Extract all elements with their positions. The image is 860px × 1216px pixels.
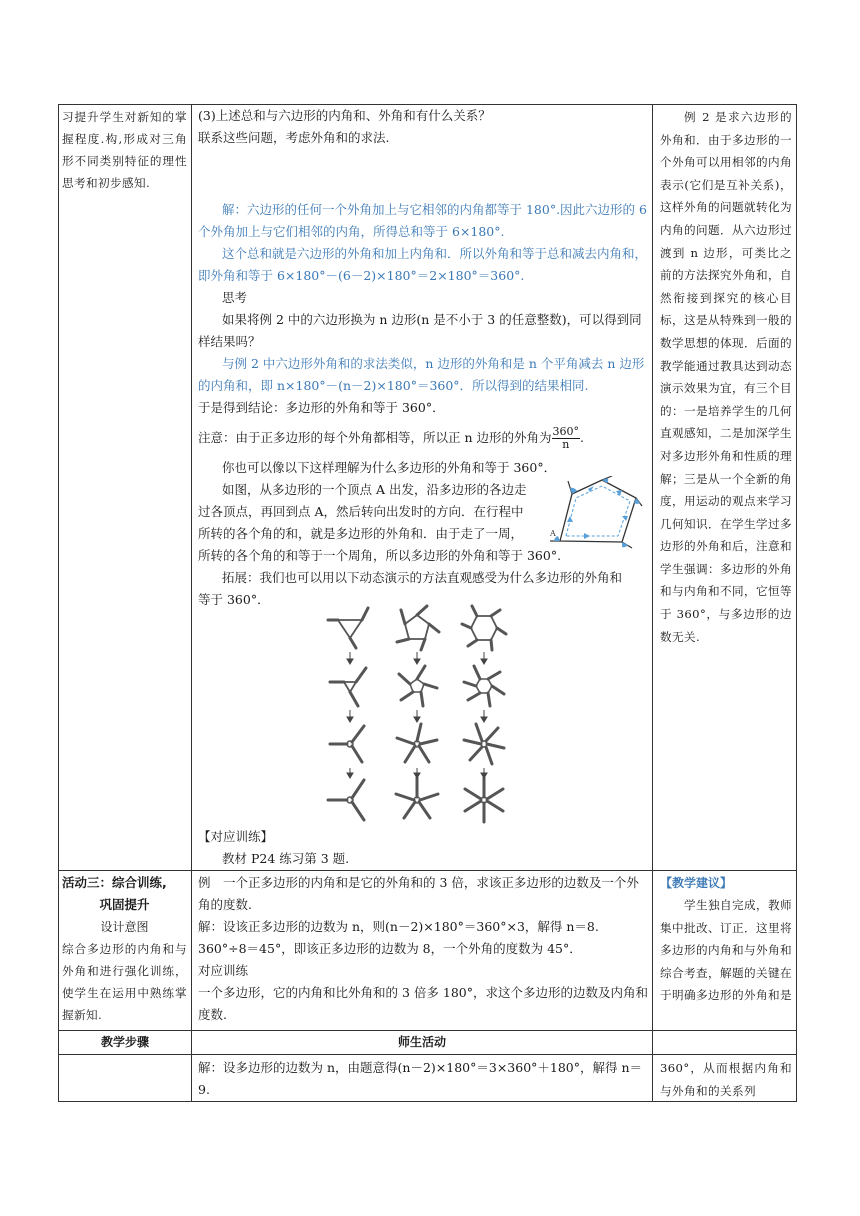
row2-teacher-student-activity [198,872,648,1026]
example-solution-1: 解：设该正多边形的边数为 n，则(n－2)×180°＝360°×3，解得 n＝8. [198,919,599,934]
hexagon-stage-2 [464,666,504,706]
row2-right-paragraph: 学生独自完成，教师集中批改、订正．这里将多边形的内角和与外角和综合考查，解题的关键在于明确多边形的外角和是 [660,898,792,1003]
hexagon-stage-4 [465,778,503,822]
row2-training-text: 一个多边形，它的内角和比外角和的 3 倍多 180°，求这个多边形的边数及内角和度数. [198,985,648,1022]
row3-solution: 解：设多边形的边数为 n，由题意得(n－2)×180°＝3×360°＋180°，解得 n＝9. [198,1060,643,1097]
walk-line-2: 过各顶点，再回到点 A，然后转向出发时的方向．在行程中 [198,504,524,519]
training-title: 【对应训练】 [198,829,274,844]
training-text: 教材 P24 练习第 3 题. [222,851,350,866]
row3-teaching-notes: 360°，从而根据内角和与外角和的关系列 [660,1061,792,1098]
pentagon-stage-2 [399,666,437,706]
header-teaching-steps: 教学步骤 [100,1035,149,1049]
walk-paragraph [198,479,553,545]
row-divider-1 [58,870,797,871]
row1-training [198,826,648,870]
triangle-stage-1 [328,608,368,648]
think-question: 如果将例 2 中的六边形换为 n 边形(n 是不小于 3 的任意整数)，可以得到同样结果吗？ [198,312,642,349]
row1-design-text [62,106,187,194]
row1-right-paragraph: 例 2 是求六边形的外角和．由于多边形的一个外角可以用相邻的内角表示(它们是互补关系)，这样外角的问题就转化为内角的问题．从六边形过渡到 n 边形，可类比之前的方法探究外角和，自然衔接到探究的核心目标，这是从特殊到一般的数学思想的体现．后面的教学能通过教具达到动态演示效果为宜，有三个目的：一是培养学生的几何直观感知，二是加深学生对多边形外角和性质的理解；三是从一个全新的角度，用运动的观点来学习几何知识．在学生学过多边形的外角和后，注意和学生强调：多边形的外角和与内角和不同，它恒等于 360°，与多边形的边数无关. [660,110,792,644]
activity-3-title: 活动三：综合训练, [62,875,167,890]
triangle-stage-4 [328,780,364,820]
think-title: 思考 [222,290,248,305]
design-intent-label: 设计意图 [100,920,149,934]
row1-left-paragraph: 习提升学生对新知的掌握程度.构,形成对三角形不同类别特征的理性思考和初步感知. [62,110,187,190]
pentagon-stage-3 [397,724,437,762]
also-understand-line: 你也可以像以下这样理解为什么多边形的外角和等于 360°． [222,460,557,475]
table-left-border [58,104,59,1102]
column-divider-1 [191,104,192,1102]
walk-line-4: 所转的各个角的和等于一个周角，所以多边形的外角和等于 360°. [198,548,562,563]
row2-teaching-suggestion [660,872,792,1007]
hexagon-stage-3 [464,724,504,764]
conclusion: 于是得到结论：多边形的外角和等于 360°． [198,400,445,415]
fraction-numerator: 360° [552,425,579,438]
question-3-hint: 联系这些问题，考虑外角和的求法. [198,130,390,145]
row2-training-title: 对应训练 [198,963,249,978]
solution-part-2: 这个总和就是六边形的外角和加上内角和．所以外角和等于总和减去内角和，即外角和等于 6×180°－(6－2)×180°＝2×180°＝360°. [198,246,648,283]
walk-line-3: 所转的各个角的和，就是多边形的外角和．由于走了一周， [198,526,524,541]
activity-3-title-2: 巩固提升 [99,897,150,912]
teaching-suggestion-title: 【教学建议】 [660,876,733,890]
row1-teaching-notes [660,106,792,648]
think-answer: 与例 2 中六边形外角和的求法类似，n 边形的外角和是 n 个平角减去 n 边形的内角和，即 n×180°－(n－2)×180°＝360°．所以得到的结果相同. [198,356,645,393]
column-divider-2 [652,104,653,1102]
triangle-stage-3 [330,726,364,762]
extension-line-1: 拓展：我们也可以用以下动态演示的方法直观感受为什么多边形的外角和 [222,570,623,585]
solution-part-1: 解：六边形的任何一个外角加上与它相邻的内角都等于 180°.因此六边形的 6 个外角加上与它们相邻的内角，所得总和等于 6×180°. [198,202,647,239]
row-divider-2 [58,1030,797,1031]
vertex-a-label: A [550,529,556,538]
header-activity: 师生活动 [397,1035,446,1049]
question-3: (3)上述总和与六边形的内角和、外角和有什么关系？ [198,108,491,123]
hexagon-stage-1 [462,606,506,650]
extension-line-2: 等于 360°． [198,592,270,607]
exterior-angle-fraction [552,426,581,451]
row-divider-3 [58,1054,797,1055]
triangle-stage-2 [330,668,366,706]
fraction-denominator: n [562,438,570,451]
note-prefix: 注意：由于正多边形的每个外角都相等，所以正 n 边形的外角为 [198,430,552,445]
row2-design-cell [62,872,187,1026]
dynamic-demo-figure [322,604,522,826]
walk-line-1: 如图，从多边形的一个顶点 A 出发，沿多边形的各边走 [222,482,527,497]
pentagon-stage-4 [396,778,438,818]
row2-left-paragraph: 综合多边形的内角和与外角和进行强化训练，使学生在运用中熟练掌握新知. [62,942,187,1022]
table-right-border [796,104,797,1102]
example-solution-2: 360°÷8＝45°，即该正多边形的边数为 8，一个外角的度数为 45°． [198,941,582,956]
pentagon-stage-1 [397,606,439,650]
example-question: 例 一个正多边形的内角和是它的外角和的 3 倍，求该正多边形的边数及一个外角的度数. [198,875,639,912]
note-suffix: . [580,430,584,445]
polygon-walk-figure [550,476,646,552]
note-line [198,425,648,451]
